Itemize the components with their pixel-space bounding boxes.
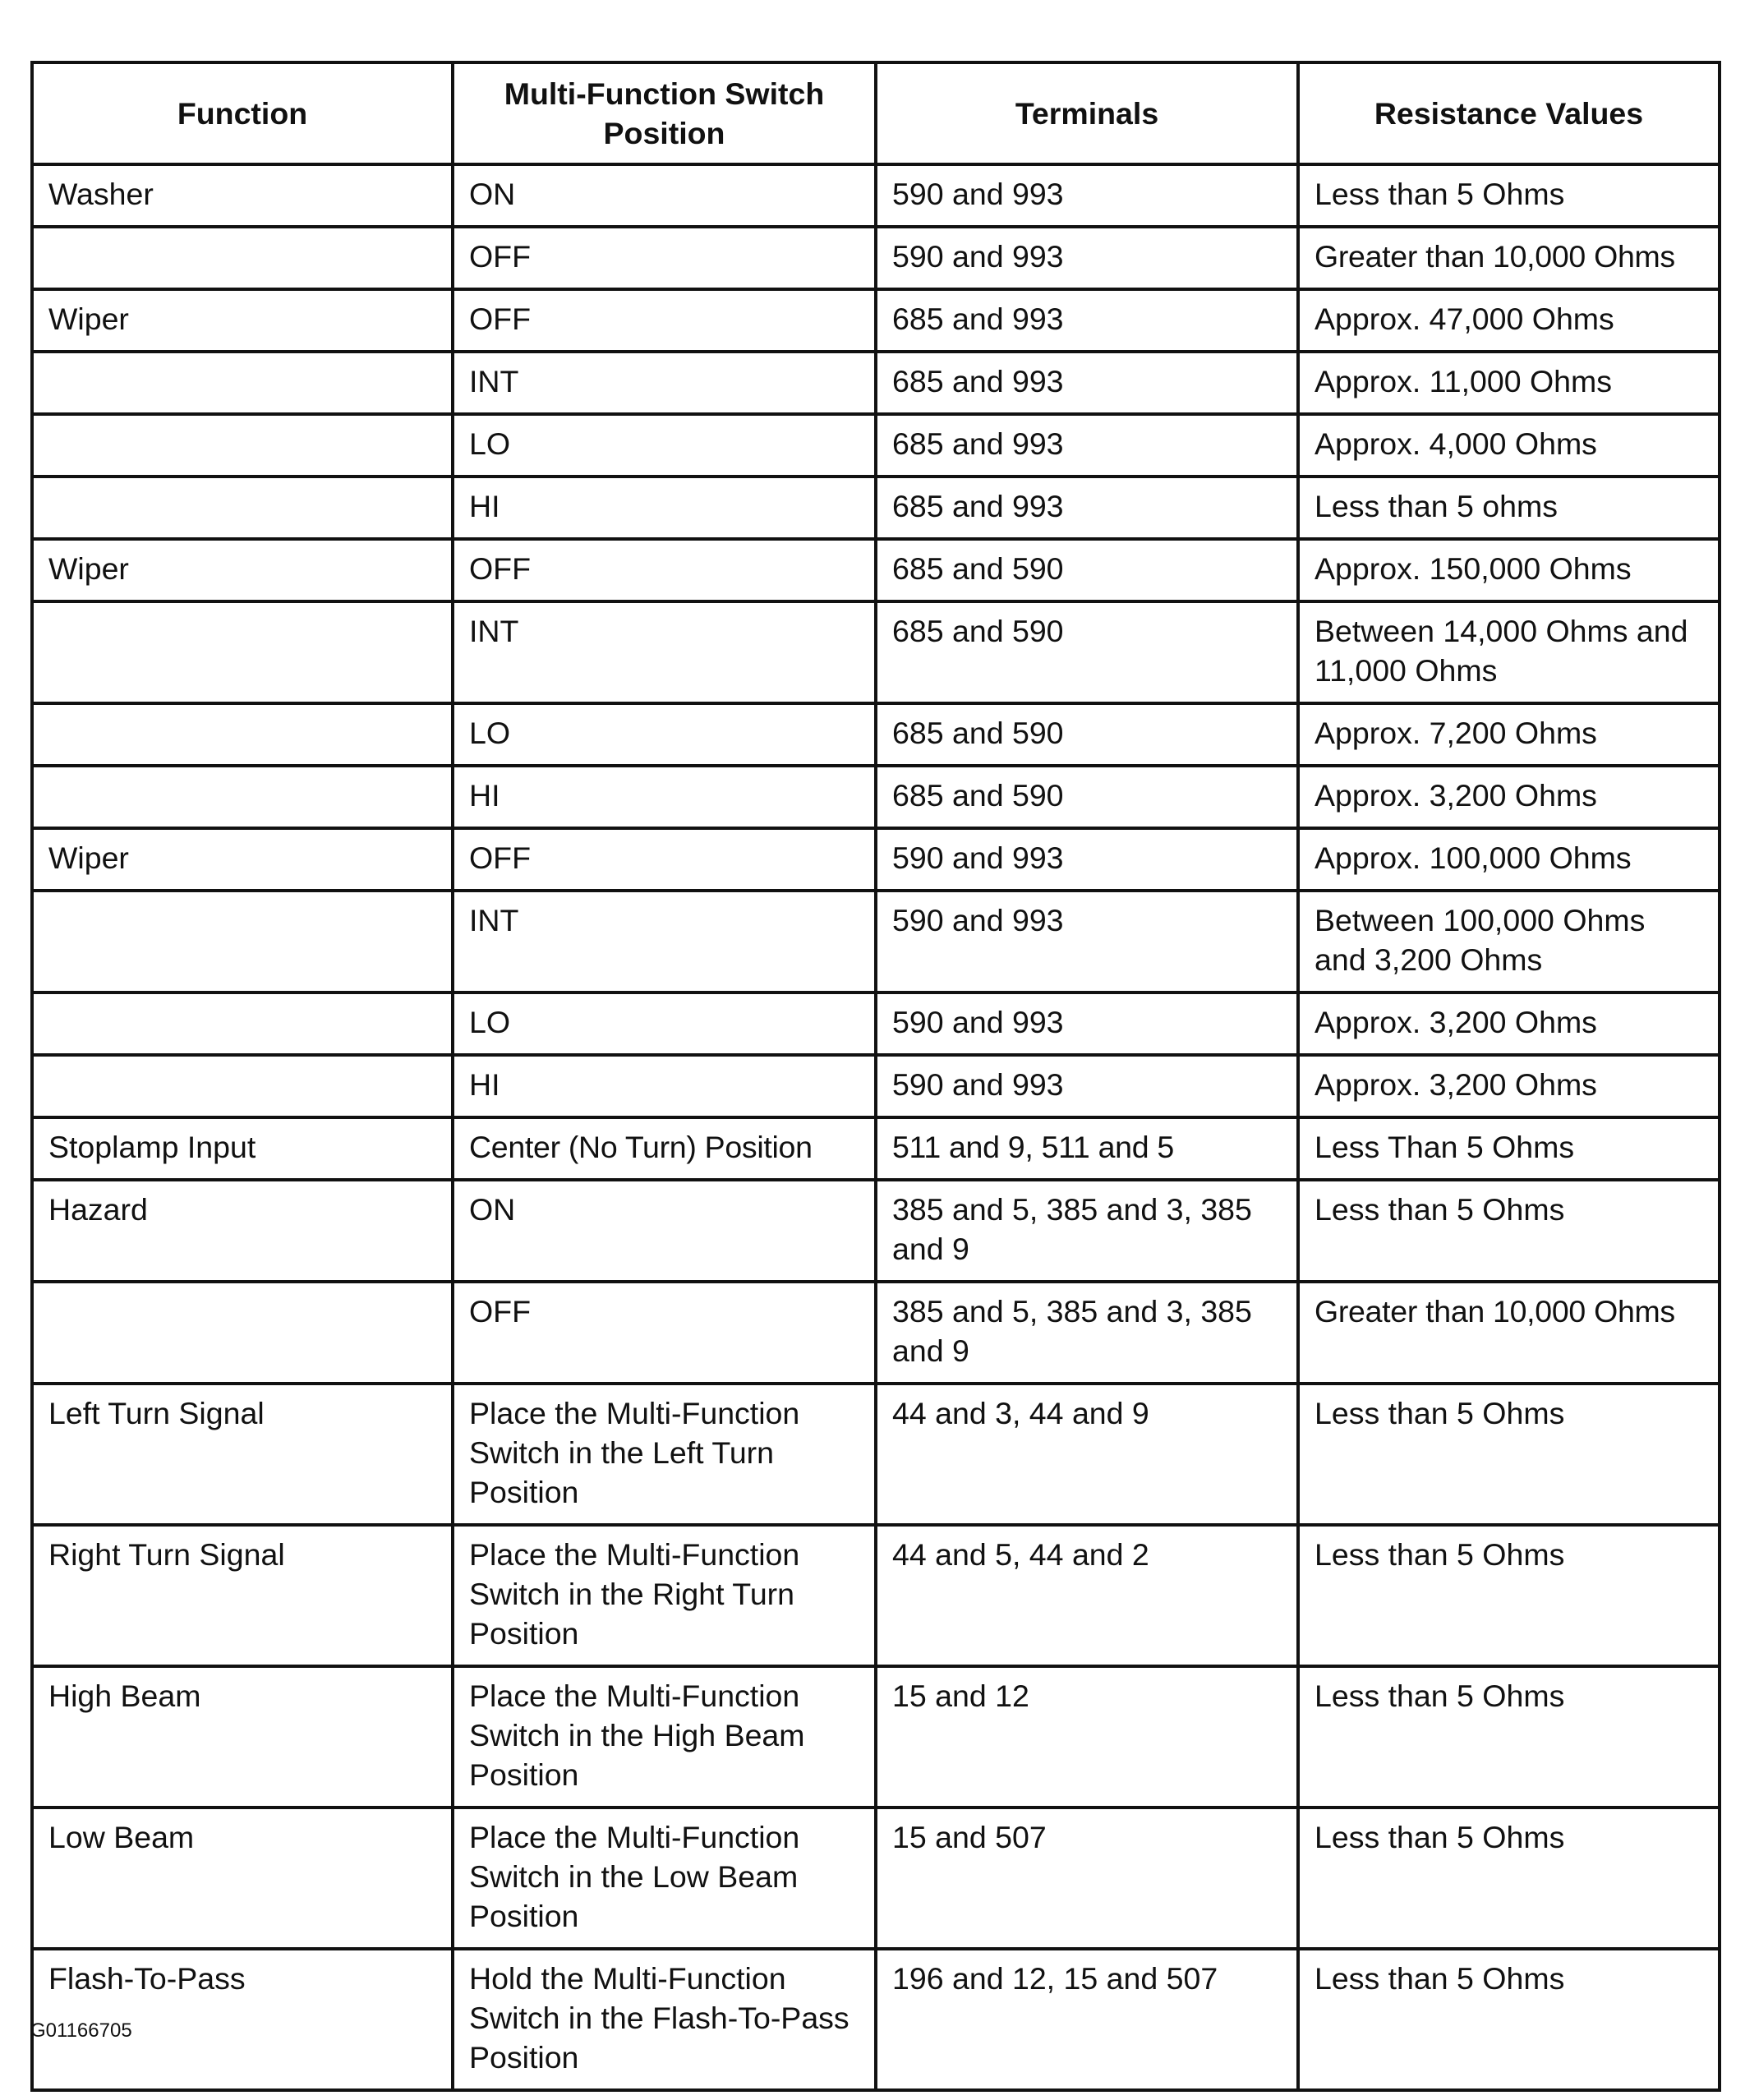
cell-position: INT (453, 352, 876, 414)
cell-resistance: Approx. 3,200 Ohms (1298, 992, 1720, 1055)
cell-position: Place the Multi-Function Switch in the High Beam Position (453, 1666, 876, 1808)
cell-position: OFF (453, 828, 876, 891)
cell-terminals: 511 and 9, 511 and 5 (876, 1117, 1298, 1180)
cell-resistance: Less than 5 Ohms (1298, 1666, 1720, 1808)
cell-resistance: Approx. 4,000 Ohms (1298, 414, 1720, 477)
cell-resistance: Approx. 150,000 Ohms (1298, 539, 1720, 601)
cell-function (32, 992, 453, 1055)
table-row (32, 164, 1720, 227)
cell-function (32, 352, 453, 414)
table-row (32, 891, 1720, 992)
cell-terminals: 590 and 993 (876, 992, 1298, 1055)
cell-resistance: Approx. 100,000 Ohms (1298, 828, 1720, 891)
cell-function (32, 227, 453, 289)
table-header (32, 62, 1720, 164)
cell-terminals: 685 and 993 (876, 414, 1298, 477)
cell-terminals: 685 and 590 (876, 766, 1298, 828)
table-row (32, 414, 1720, 477)
resistance-table (30, 61, 1721, 2092)
cell-resistance: Approx. 47,000 Ohms (1298, 289, 1720, 352)
cell-terminals: 685 and 993 (876, 289, 1298, 352)
table-row (32, 227, 1720, 289)
cell-function: Low Beam (32, 1808, 453, 1949)
cell-position: Place the Multi-Function Switch in the Low Beam Position (453, 1808, 876, 1949)
cell-function: Washer (32, 164, 453, 227)
table-row (32, 539, 1720, 601)
cell-function: Right Turn Signal (32, 1525, 453, 1666)
table-row (32, 1525, 1720, 1666)
cell-position: OFF (453, 539, 876, 601)
cell-resistance: Less than 5 Ohms (1298, 1180, 1720, 1282)
cell-position: OFF (453, 227, 876, 289)
cell-position: LO (453, 703, 876, 766)
table-row (32, 1180, 1720, 1282)
table-row (32, 828, 1720, 891)
cell-terminals: 590 and 993 (876, 1055, 1298, 1117)
cell-terminals: 44 and 5, 44 and 2 (876, 1525, 1298, 1666)
cell-terminals: 590 and 993 (876, 828, 1298, 891)
cell-resistance: Less Than 5 Ohms (1298, 1117, 1720, 1180)
cell-function (32, 766, 453, 828)
cell-position: Center (No Turn) Position (453, 1117, 876, 1180)
cell-resistance: Less than 5 Ohms (1298, 1808, 1720, 1949)
cell-resistance: Greater than 10,000 Ohms (1298, 227, 1720, 289)
header-row (32, 62, 1720, 164)
cell-position: HI (453, 1055, 876, 1117)
cell-resistance: Less than 5 Ohms (1298, 1525, 1720, 1666)
cell-position: HI (453, 477, 876, 539)
table-row (32, 477, 1720, 539)
cell-function: Wiper (32, 289, 453, 352)
cell-position: Place the Multi-Function Switch in the Right Turn Position (453, 1525, 876, 1666)
cell-position: OFF (453, 1282, 876, 1384)
cell-position: LO (453, 414, 876, 477)
cell-resistance: Approx. 3,200 Ohms (1298, 1055, 1720, 1117)
cell-function: Stoplamp Input (32, 1117, 453, 1180)
cell-function: Hazard (32, 1180, 453, 1282)
cell-resistance: Greater than 10,000 Ohms (1298, 1282, 1720, 1384)
cell-function: Wiper (32, 539, 453, 601)
cell-resistance: Approx. 7,200 Ohms (1298, 703, 1720, 766)
cell-terminals: 590 and 993 (876, 227, 1298, 289)
resistance-table-container (30, 61, 1718, 2092)
cell-resistance: Less than 5 Ohms (1298, 1949, 1720, 2090)
cell-position: Place the Multi-Function Switch in the Left Turn Position (453, 1384, 876, 1525)
cell-function (32, 703, 453, 766)
table-row (32, 601, 1720, 703)
cell-resistance: Approx. 11,000 Ohms (1298, 352, 1720, 414)
cell-function (32, 601, 453, 703)
cell-terminals: 590 and 993 (876, 164, 1298, 227)
header-switch-position: Multi-Function Switch Position (453, 62, 876, 164)
cell-function (32, 1055, 453, 1117)
cell-function: High Beam (32, 1666, 453, 1808)
cell-position: OFF (453, 289, 876, 352)
header-function: Function (32, 62, 453, 164)
cell-terminals: 590 and 993 (876, 891, 1298, 992)
cell-terminals: 196 and 12, 15 and 507 (876, 1949, 1298, 2090)
cell-position: LO (453, 992, 876, 1055)
table-row (32, 992, 1720, 1055)
cell-position: Hold the Multi-Function Switch in the Flash-To-Pass Position (453, 1949, 876, 2090)
cell-terminals: 15 and 507 (876, 1808, 1298, 1949)
header-terminals: Terminals (876, 62, 1298, 164)
cell-position: INT (453, 601, 876, 703)
cell-terminals: 685 and 590 (876, 539, 1298, 601)
table-row (32, 1117, 1720, 1180)
cell-resistance: Less than 5 Ohms (1298, 164, 1720, 227)
cell-resistance: Less than 5 Ohms (1298, 1384, 1720, 1525)
cell-position: ON (453, 164, 876, 227)
cell-position: HI (453, 766, 876, 828)
cell-terminals: 685 and 993 (876, 352, 1298, 414)
cell-function (32, 1282, 453, 1384)
cell-resistance: Between 100,000 Ohms and 3,200 Ohms (1298, 891, 1720, 992)
table-row (32, 1282, 1720, 1384)
cell-function (32, 891, 453, 992)
cell-function: Wiper (32, 828, 453, 891)
cell-function (32, 414, 453, 477)
cell-function: Left Turn Signal (32, 1384, 453, 1525)
table-row (32, 289, 1720, 352)
cell-terminals: 685 and 590 (876, 703, 1298, 766)
cell-resistance: Approx. 3,200 Ohms (1298, 766, 1720, 828)
table-row (32, 766, 1720, 828)
cell-position: ON (453, 1180, 876, 1282)
cell-function: Flash-To-Pass (32, 1949, 453, 2090)
table-row (32, 1808, 1720, 1949)
cell-resistance: Less than 5 ohms (1298, 477, 1720, 539)
table-row (32, 1666, 1720, 1808)
cell-function (32, 477, 453, 539)
cell-resistance: Between 14,000 Ohms and 11,000 Ohms (1298, 601, 1720, 703)
table-row (32, 1949, 1720, 2090)
cell-terminals: 685 and 993 (876, 477, 1298, 539)
cell-terminals: 685 and 590 (876, 601, 1298, 703)
table-row (32, 1055, 1720, 1117)
cell-position: INT (453, 891, 876, 992)
table-row (32, 1384, 1720, 1525)
table-row (32, 703, 1720, 766)
table-row (32, 352, 1720, 414)
figure-id: G01166705 (30, 2019, 132, 2042)
table-body (32, 164, 1720, 2090)
header-resistance-values: Resistance Values (1298, 62, 1720, 164)
cell-terminals: 385 and 5, 385 and 3, 385 and 9 (876, 1282, 1298, 1384)
cell-terminals: 385 and 5, 385 and 3, 385 and 9 (876, 1180, 1298, 1282)
cell-terminals: 44 and 3, 44 and 9 (876, 1384, 1298, 1525)
cell-terminals: 15 and 12 (876, 1666, 1298, 1808)
